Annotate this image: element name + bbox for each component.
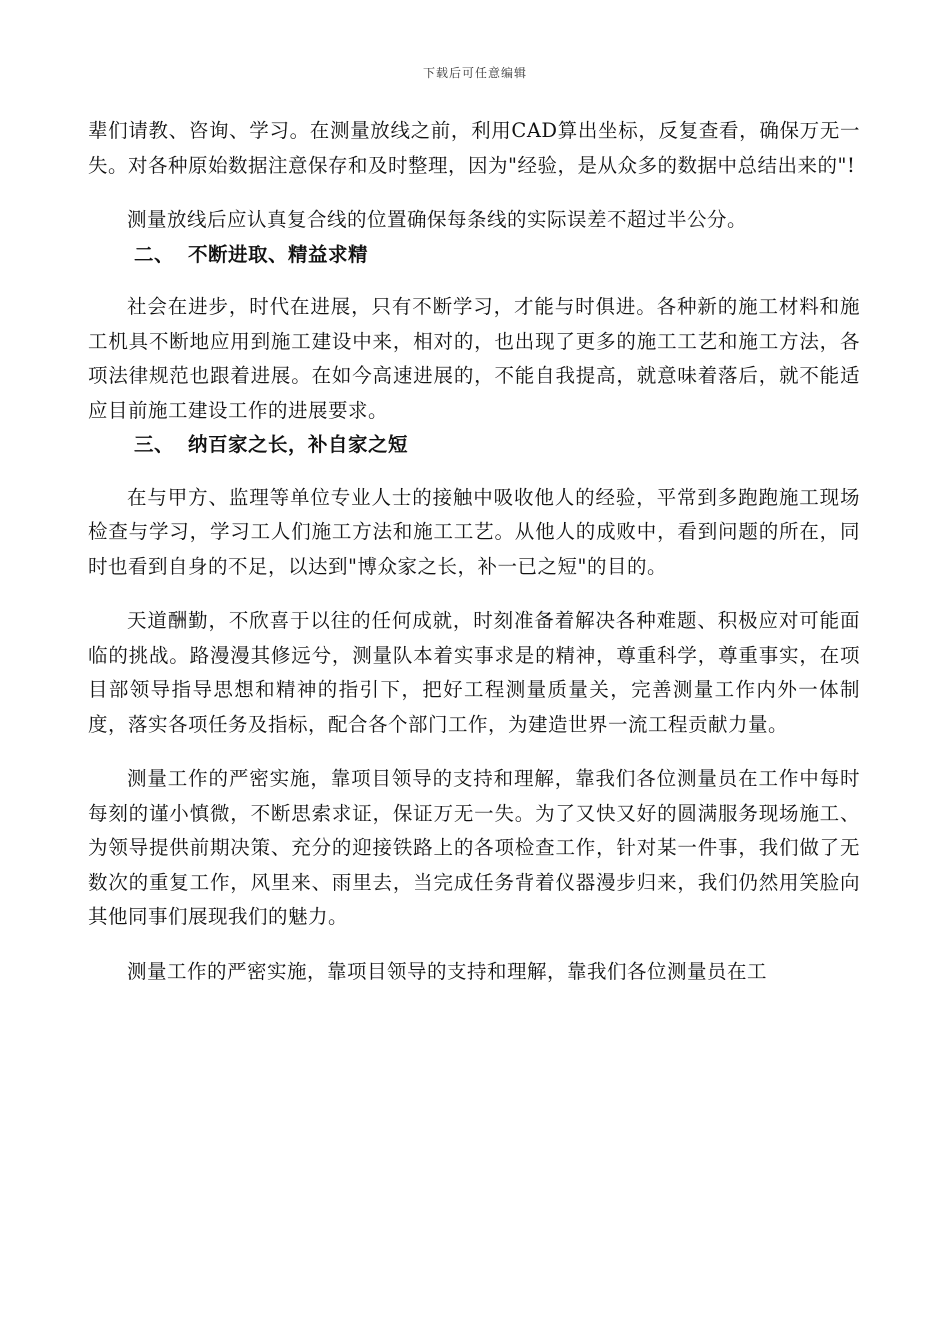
section-title-2: 不断进取、精益求精 <box>188 242 369 266</box>
section-heading-3 <box>88 428 860 463</box>
section-number-3: 三、 <box>134 433 175 456</box>
page-header: 下载后可任意编辑 <box>422 66 527 80</box>
paragraph-3: 社会在进步，时代在进展，只有不断学习，才能与时俱进。各种新的施工材料和施工机具不断地应用到施工建设中来，相对的，也出现了更多的施工工艺和施工方法，各项法律规范也跟着进展。在如今高速进展的，不能自我提高，就意味着落后，就不能适应目前施工建设工作的进展要求。 <box>88 295 860 422</box>
paragraph-2: 测量放线后应认真复合线的位置确保每条线的实际误差不超过半公分。 <box>127 208 748 231</box>
section-title-3: 纳百家之长，补自家之短 <box>188 433 409 456</box>
document-body <box>88 114 860 989</box>
paragraph-6: 测量工作的严密实施，靠项目领导的支持和理解，靠我们各位测量员在工作中每时每刻的谨小慎微，不断思索求证，保证万无一失。为了又快又好的圆满服务现场施工、为领导提供前期决策、充分的迎接铁路上的各项检查工作，针对某一件事，我们做了无数次的重复工作，风里来、雨里去，当完成任务背着仪器漫步归来，我们仍然用笑脸向其他同事们展现我们的魅力。 <box>88 767 860 928</box>
paragraph-4: 在与甲方、监理等单位专业人士的接触中吸收他人的经验，平常到多跑跑施工现场检查与学习，学习工人们施工方法和施工工艺。从他人的成败中，看到问题的所在，同时也看到自身的不足，以达到"博众家之长，补一已之短"的目的。 <box>88 485 860 578</box>
paragraph-5: 天道酬勤，不欣喜于以往的任何成就，时刻准备着解决各种难题、积极应对可能面临的挑战。路漫漫其修远兮，测量队本着实事求是的精神，尊重科学，尊重事实，在项目部领导指导思想和精神的指引下，把好工程测量质量关，完善测量工作内外一体制度，落实各项任务及指标，配合各个部门工作，为建造世界一流工程贡献力量。 <box>88 609 860 736</box>
paragraph-7: 测量工作的严密实施，靠项目领导的支持和理解，靠我们各位测量员在工 <box>127 959 768 983</box>
paragraph-1: 辈们请教、咨询、学习。在测量放线之前，利用CAD算出坐标，反复查看，确保万无一失。对各种原始数据注意保存和及时整理，因为"经验，是从众多的数据中总结出来的"! <box>88 119 860 177</box>
section-heading-2 <box>88 238 860 273</box>
section-number-2: 二、 <box>134 242 175 266</box>
